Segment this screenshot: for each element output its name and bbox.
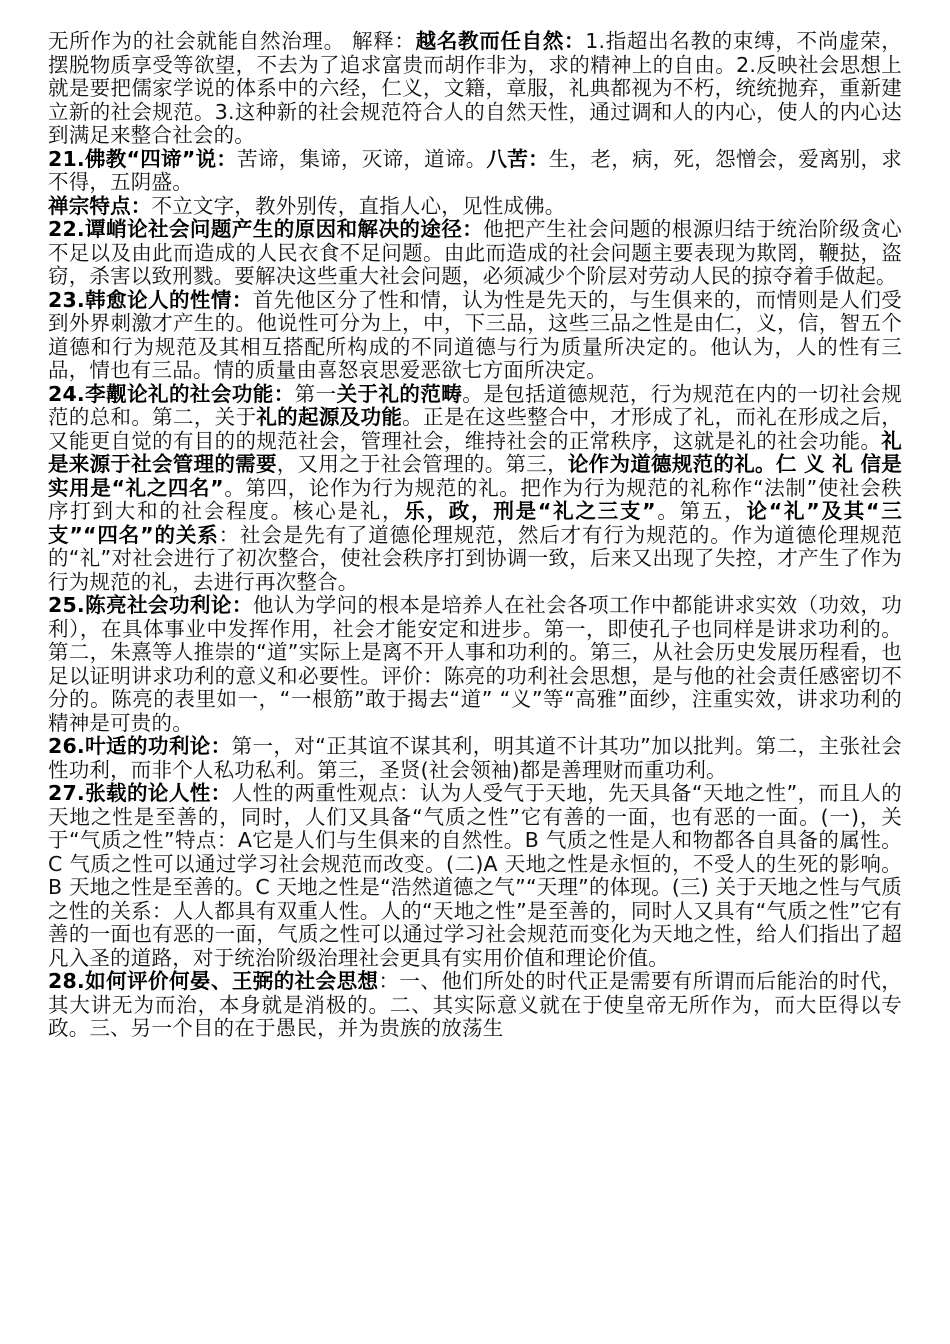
paragraph-26-ye-shi bbox=[48, 735, 902, 782]
text-run: 首先他区分了性和情，认为性是先天的，与生俱来的，而情则是人们受到外界刺激才产生的。他说性可分为上，中，下三品，这些三品之性是由仁，义，信，智五个道德和行为规范及其相互搭配所构成的不同道德与行为质量所决定的。他认为，人的性有三品，情也有三品。情的质量由喜怒哀思爱恶欲七方面所决定。 bbox=[48, 287, 903, 382]
paragraph-intro bbox=[48, 30, 902, 148]
text-run: 第一 bbox=[294, 381, 337, 406]
text-run: 。是包括道德规范，行为规范在内的一切社会规范的总和。第二，关于 bbox=[48, 381, 902, 429]
text-run: 。第四，论作为行为规范的礼。把作为行为规范的礼称作“法制”使社会秩序打到大和的社会程度。核心是礼， bbox=[48, 475, 902, 523]
text-run: 生，老，病，死，怨憎会，爱离别，求不得，五阴盛。 bbox=[48, 146, 903, 194]
bold-heading-run: 23.韩愈论人的性情： bbox=[48, 287, 253, 312]
text-run: 。第五， bbox=[655, 499, 747, 523]
document-page bbox=[48, 30, 902, 1041]
bold-heading-run: 25.陈亮社会功利论： bbox=[48, 593, 253, 617]
bold-heading-run: 禅宗特点： bbox=[48, 193, 152, 218]
bold-heading-run: 22.谭峭论社会问题产生的原因和解决的途径： bbox=[48, 217, 484, 241]
bold-heading-run: 论作为道德规范的礼。仁 义 礼 信是实用是“礼之四名” bbox=[48, 452, 902, 500]
text-run: 苦谛，集谛，灭谛，道谛。 bbox=[237, 146, 487, 171]
text-run: ：社会是先有了道德伦理规范，然后才有行为规范的。作为道德伦理规范的“礼”对社会进行了初次整合，使社会秩序打到协调一致，后来又出现了失控，才产生了作为行为规范的礼，去进行再次整合。 bbox=[48, 522, 902, 594]
text-run: 1.指超出名教的束缚，不尚虚荣，摆脱物质享受等欲望，不去为了追求富贵而胡作非为，求的精神上的自由。2.反映社会思想上就是要把儒家学说的体系中的六经，仁义，文籍，章服，礼典都视为不朽，统统抛弃，重新建立新的社会规范。3.这种新的社会规范符合人的自然天性，通过调和人的内心，使人的内心达到满足来整合社会的。 bbox=[48, 29, 902, 147]
paragraph-28-he-yan-wang-bi bbox=[48, 970, 902, 1041]
text-run: 。正是在这些整合中，才形成了礼，而礼在形成之后，又能更自觉的有目的的规范社会，管理社会，维持社会的正常秩序，这就是礼的社会功能。 bbox=[48, 405, 902, 453]
bold-heading-run: 越名教而任自然： bbox=[415, 29, 586, 53]
bold-heading-run: 乐，政，刑是“礼之三支” bbox=[404, 499, 656, 523]
paragraph-27-zhang-zai bbox=[48, 782, 902, 970]
bold-heading-run: 27.张载的论人性： bbox=[48, 781, 232, 805]
text-run: 人性的两重性观点：认为人受气于天地，先天具备“天地之性”，而且人的天地之性是至善的，同时，人们又具备“气质之性”它有善的一面，也有恶的一面。(一)，关于“气质之性”特点：A它是人们与生俱来的自然性。B 气质之性是人和物都各自具备的属性。C 气质之性可以通过学习社会规范而改变。(二)A 天地之性是永恒的，不受人的生死的影响。B 天地之性是至善的。C 天地之性是“浩然道德之气”“天理”的体现。(三) 关于天地之性与气质之性的关系：人人都具有双重人性。人的“天地之性”是至善的，同时人又具有“气质之性”它有善的一面也有恶的一面，气质之性可以通过学习社会规范而变化为天地之性，给人们指出了超凡入圣的道路，对于统治阶级治理社会更具有实用价值和理论价值。 bbox=[48, 781, 902, 970]
bold-heading-run: 八苦： bbox=[486, 146, 549, 171]
paragraph-21-four-truths bbox=[48, 148, 902, 195]
bold-heading-run: 28.如何评价何晏、王弼的社会思想 bbox=[48, 969, 379, 993]
bold-heading-run: 24.李觏论礼的社会功能： bbox=[48, 381, 295, 406]
bold-heading-run: 21.佛教“四谛”说： bbox=[48, 146, 238, 171]
paragraph-chan-features bbox=[48, 195, 902, 219]
text-run: 不立文字，教外别传，直指人心，见性成佛。 bbox=[151, 193, 566, 218]
bold-heading-run: 礼的起源及功能 bbox=[256, 405, 403, 429]
bold-heading-run: 关于礼的范畴 bbox=[336, 381, 463, 406]
bold-heading-run: 礼是来源于社会管理的需要 bbox=[48, 428, 902, 476]
bold-heading-run: 论“礼”及其“三支”“四名”的关系 bbox=[48, 499, 902, 547]
bold-heading-run: 26.叶适的功利论： bbox=[48, 734, 232, 758]
text-run: 他认为学问的根本是培养人在社会各项工作中都能讲求实效（功效，功利），在具体事业中发挥作用，社会才能安定和进步。第一，即使孔子也同样是讲求功利的。第二，朱熹等人推崇的“道”实际上是离不开人事和功利的。第三，从社会历史发展历程看，也足以证明讲求功利的意义和必要性。评价：陈亮的功利社会思想，是与他的社会责任感密切不分的。陈亮的表里如一，“一根筋”敢于揭去“道” “义”等“高雅”面纱，注重实效，讲求功利的精神是可贵的。 bbox=[48, 593, 903, 735]
paragraph-23-han-yu bbox=[48, 289, 902, 383]
paragraph-22-tan-qiao bbox=[48, 218, 902, 289]
text-run: ，又用之于社会管理的。第三， bbox=[276, 452, 568, 476]
paragraph-24-li-gou bbox=[48, 383, 902, 595]
text-run: 他把产生社会问题的根源归结于统治阶级贪心不足以及由此而造成的人民衣食不足问题。由此而造成的社会问题主要表现为欺罔，鞭挞，盗窃，杀害以致刑戮。要解决这些重大社会问题，必须减少个阶层对劳动人民的掠夺着手做起。 bbox=[48, 217, 902, 288]
text-run: ：一、他们所处的时代正是需要有所谓而后能治的时代，其大讲无为而治，本身就是消极的。二、其实际意义就在于使皇帝无所作为，而大臣得以专政。三、另一个目的在于愚民，并为贵族的放荡生 bbox=[48, 969, 903, 1040]
paragraph-25-chen-liang bbox=[48, 594, 902, 735]
text-run: 无所作为的社会就能自然治理。 解释： bbox=[48, 29, 416, 53]
text-run: 第一，对“正其谊不谋其利，明其道不计其功”加以批判。第二，主张社会性功利，而非个人私功私利。第三，圣贤(社会领袖)都是善理财而重功利。 bbox=[48, 734, 902, 782]
